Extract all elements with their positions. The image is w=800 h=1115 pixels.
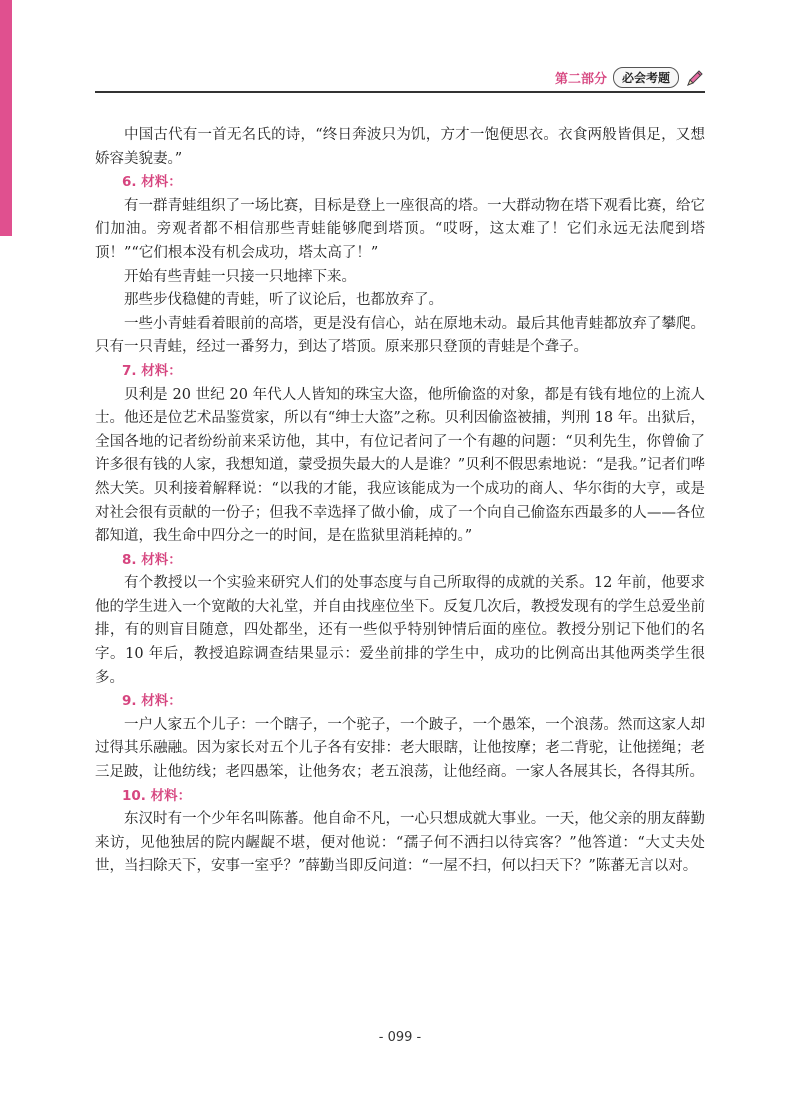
main-content [95,124,705,879]
section-label: 第二部分 [554,72,607,87]
page-header [95,63,705,93]
paragraph: 中国古代有一首无名氏的诗，“终日奔波只为饥，方才一饱便思衣。衣食两般皆俱足，又想娇容美貌妻。” [95,127,705,167]
paragraph: 开始有些青蛙一只接一只地摔下来。 [124,268,356,285]
paragraph: 东汉时有一个少年名叫陈蕃。他自命不凡，一心只想成就大事业。一天，他父亲的朋友薛勤来访，见他独居的院内龌龊不堪，便对他说：“孺子何不洒扫以待宾客？”他答道：“大丈夫处世，当扫除天下，安事一室乎？”薛勤当即反问道：“一屋不扫，何以扫天下？”陈蕃无言以对。 [95,811,705,875]
material-heading: 10. 材料： [122,787,192,804]
paragraph: 有个教授以一个实验来研究人们的处事态度与自己所取得的成就的关系。12 年前，他要求他的学生进入一个宽敞的大礼堂，并自由找座位坐下。反复几次后，教授发现有的学生总爱坐前排，有的则盲目随意，四处都坐，还有一些似乎特别钟情后面的座位。教授分别记下他们的名字。10 年后，教授追踪调查结果显示：爱坐前排的学生中，成功的比例高出其他两类学生很多。 [95,575,705,686]
material-heading: 7. 材料： [122,362,182,379]
material-heading: 9. 材料： [122,693,182,710]
paragraph: 一户人家五个儿子：一个瞎子，一个驼子，一个跛子，一个愚笨，一个浪荡。然而这家人却过得其乐融融。因为家长对五个儿子各有安排：老大眼瞎，让他按摩；老二背驼，让他搓绳；老三足跛，让他纺线；老四愚笨，让他务农；老五浪荡，让他经商。一家人各展其长，各得其所。 [95,716,705,781]
material-heading: 8. 材料： [122,551,182,568]
paragraph: 贝利是 20 世纪 20 年代人人皆知的珠宝大盗，他所偷盗的对象，都是有钱有地位的上流人士。他还是位艺术品鉴赏家，所以有“绅士大盗”之称。贝利因偷盗被捕，判刑 18 年。出狱后，全国各地的记者纷纷前来采访他，其中，有位记者问了一个有趣的问题：“贝利先生，你曾偷了许多很有钱的人家，我想知道，蒙受损失最大的人是谁？”贝利不假思索地说：“是我。”记者们哗然大笑。贝利接着解释说：“以我的才能，我应该能成为一个成功的商人、华尔街的大亨，或是对社会很有贡献的一份子；但我不幸选择了做小偷，成了一个向自己偷盗东西最多的人——各位都知道，我生命中四分之一的时间，是在监狱里消耗掉的。” [95,386,705,545]
side-tab [0,0,12,236]
paragraph: 一些小青蛙看着眼前的高塔，更是没有信心，站在原地未动。最后其他青蛙都放弃了攀爬。只有一只青蛙，经过一番努力，到达了塔顶。原来那只登顶的青蛙是个聋子。 [95,315,705,356]
section-badge: 必会考题 [613,67,679,88]
paragraph: 有一群青蛙组织了一场比赛，目标是登上一座很高的塔。一大群动物在塔下观看比赛，给它们加油。旁观者都不相信那些青蛙能够爬到塔顶。“哎呀，这太难了！它们永远无法爬到塔顶！”“它们根本没有机会成功，塔太高了！” [95,197,705,261]
material-heading: 6. 材料： [122,174,182,191]
paragraph: 那些步伐稳健的青蛙，听了议论后，也都放弃了。 [124,292,443,309]
pencil-icon [685,68,705,88]
page-number: - 099 - [378,1030,422,1045]
